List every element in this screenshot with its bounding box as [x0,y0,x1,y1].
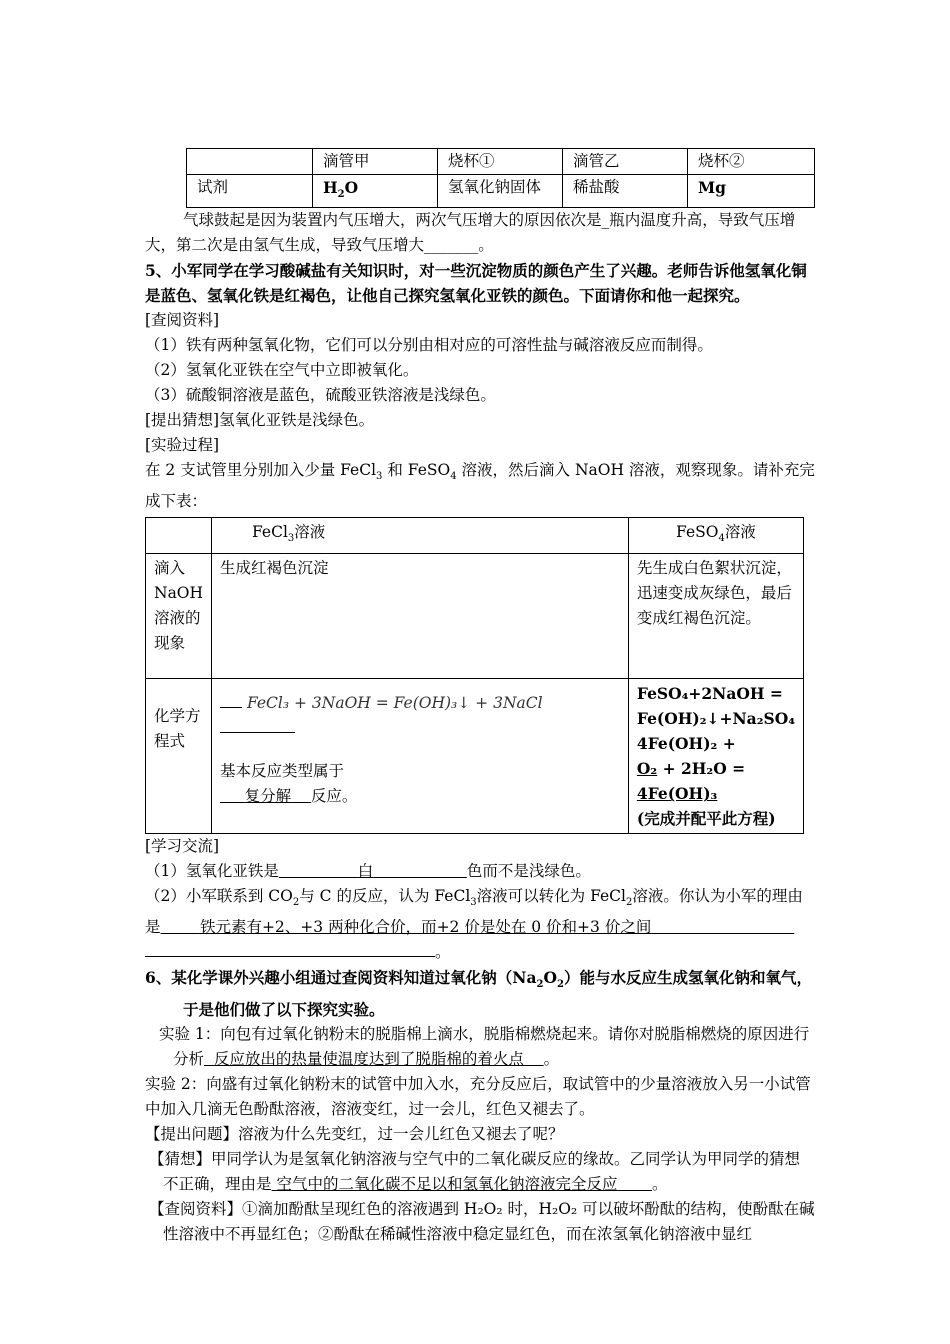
table-header-cell [146,518,212,554]
ref-item: （2）氢氧化亚铁在空气中立即被氧化。 [145,361,419,380]
table-header-cell [187,149,313,175]
process-text: 在 2 支试管里分别加入少量 FeCl$_3$ 和 FeSO$_4$ 溶液，然后滴入 NaOH 溶液，观察现象。请补充完成下表： [145,461,815,511]
table-cell [628,679,803,834]
table-cell: $H_2O$ [313,175,438,208]
experiment-table [145,517,804,834]
question-6-intro: 6、某化学课外兴趣小组通过查阅资料知道过氧化钠$(Na_2O_2)$能与水反应生成氢氧化钠和氧气，于是他们做了以下探究实验。 [145,968,812,1020]
table-cell: 生成红褐色沉淀 [212,554,629,679]
exchange-title: [学习交流] [145,837,220,856]
answer-line: 。 [145,940,815,965]
equation-2: FeSO₄+2NaOH = [636,684,783,704]
equation-3-cont: O₂ + 2H₂O = [636,759,746,779]
table-header-cell: 滴管甲 [313,149,438,175]
paragraph-balloon: 气球鼓起是因为装置内气压增大，两次气压增大的原因依次是_瓶内温度升高，导致气压增大，第二次是由氢气生成，导致气压增大_______。 [145,211,796,255]
row-label: 试剂 [187,175,313,208]
ref-item: （3）硫酸铜溶液是蓝色，硫酸亚铁溶液是浅绿色。 [145,386,496,405]
table-cell: Mg [688,175,815,208]
equation-3-end: 4Fe(OH)₃ [636,784,718,804]
reaction-type-label: 基本反应类型属于 [220,762,345,781]
ref-item: （1）铁有两种氢氧化物，它们可以分别由相对应的可溶性盐与碱溶液反应而制得。 [145,336,713,355]
table-header-cell: FeSO$_4$溶液 [628,518,803,554]
table-header-cell: FeCl$_3$溶液 [212,518,629,554]
reaction-type: 复分解 反应。 [244,787,358,806]
reagent-table [186,148,815,208]
table-header-cell: 烧杯① [438,149,563,175]
table-cell: 先生成白色絮状沉淀，迅速变成灰绿色，最后变成红褐色沉淀。 [628,554,803,679]
equation-note: (完成并配平此方程) [636,809,776,829]
document-page [145,148,815,1247]
equation-3: 4Fe(OH)₂ + [636,734,736,754]
exchange-2: （2）小军联系到 $CO_2$与 C 的反应，认为 FeCl$_3$溶液可以转化为 FeCl$_2$溶液。你认为小军的理由是 铁元素有+2、+3 两种化合价，而+2 价是处在 0 价和+3 价之间 [145,887,803,937]
row-label: 化学方程式 [146,679,212,834]
table-cell: 稀盐酸 [563,175,688,208]
equation-2-cont: Fe(OH)₂↓+Na₂SO₄ [636,709,795,729]
table-cell: 氢氧化钠固体 [438,175,563,208]
question: 【提出问题】溶液为什么先变红，过一会儿红色又褪去了呢？ [145,1125,564,1144]
exchange-1: （1）氢氧化亚铁是 白 色而不是浅绿色。 [145,862,591,881]
question-5-intro: 5、小军同学在学习酸碱盐有关知识时，对一些沉淀物质的颜色产生了兴趣。老师告诉他氢氧化铜是蓝色、氢氧化铁是红褐色，让他自己探究氢氧化亚铁的颜色。下面请你和他一起探究。 [145,261,807,306]
reference: 【查阅资料】①滴加酚酞呈现红色的溶液遇到 H₂O₂ 时，H₂O₂ 可以破坏酚酞的结构，使酚酞在碱性溶液中不再显红色；②酚酞在稀碱性溶液中稳定显红色，而在浓氢氧化钠溶液中显红 [149,1200,815,1244]
experiment-2: 实验 2：向盛有过氧化钠粉末的试管中加入水，充分反应后，取试管中的少量溶液放入另一小试管中加入几滴无色酚酞溶液，溶液变红，过一会儿，红色又褪去了。 [145,1075,811,1119]
guess: 【猜想】甲同学认为是氢氧化钠溶液与空气中的二氧化碳反应的缘故。乙同学认为甲同学的猜想不正确，理由是 空气中的二氧化碳不足以和氢氧化钠溶液完全反应 。 [149,1150,801,1194]
process-title: [实验过程] [145,436,220,455]
ref-title: [查阅资料] [145,311,220,330]
table-cell [212,679,629,834]
table-header-cell: 烧杯② [688,149,815,175]
row-label: 滴入NaOH溶液的现象 [146,554,212,679]
equation-1: FeCl₃ + 3NaOH = Fe(OH)₃↓ + 3NaCl [220,681,620,741]
experiment-1: 实验 1：向包有过氧化钠粉末的脱脂棉上滴水，脱脂棉燃烧起来。请你对脱脂棉燃烧的原因进行分析 反应放出的热量使温度达到了脱脂棉的着火点 。 [159,1025,810,1069]
hypothesis: [提出猜想]氢氧化亚铁是浅绿色。 [145,411,375,430]
table-header-cell: 滴管乙 [563,149,688,175]
